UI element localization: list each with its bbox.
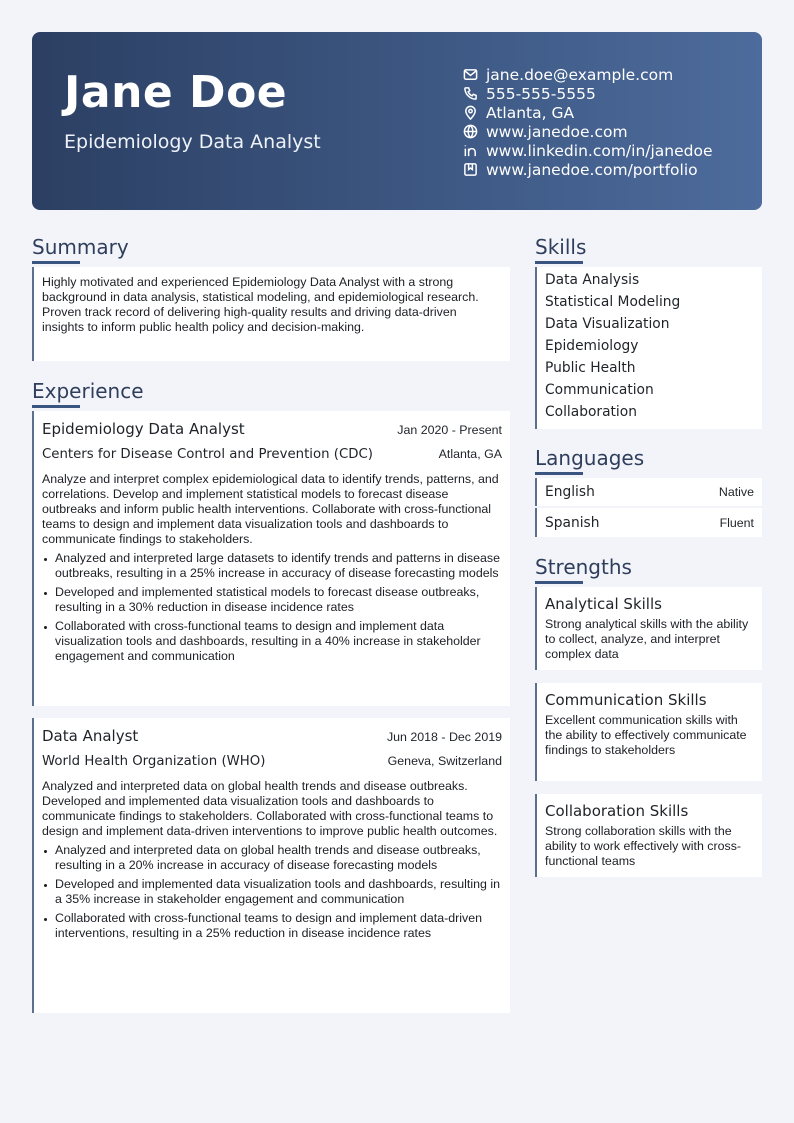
skill-item: Data Analysis — [545, 272, 640, 288]
achievement-item: Developed and implemented statistical models to forecast disease outbreaks, resulting in a 30% reduction in disease incidence rates — [55, 585, 502, 615]
experience-job-2 — [32, 718, 510, 1013]
language-row-spanish — [535, 508, 762, 537]
skill-item: Collaboration — [545, 404, 637, 420]
achievement-item: Analyzed and interpreted large datasets to identify trends and patterns in disease outbreaks, resulting in a 25% increase in accuracy of disease forecasting models — [55, 551, 502, 581]
contact-email-text: jane.doe@example.com — [486, 65, 674, 84]
strength-card-analytical — [535, 587, 762, 670]
strengths-heading — [535, 554, 632, 580]
job-dates: Jun 2018 - Dec 2019 — [386, 730, 502, 744]
contact-list — [460, 65, 713, 179]
language-level: Native — [718, 485, 754, 499]
job-location: Geneva, Switzerland — [387, 754, 502, 768]
language-name: English — [545, 484, 595, 500]
job-location: Atlanta, GA — [438, 447, 502, 461]
achievement-item: Developed and implemented data visualization tools and dashboards, resulting in a 35% increase in stakeholder engagement and communication — [55, 877, 502, 907]
location-icon — [460, 105, 480, 121]
job-achievements — [42, 843, 502, 941]
job-title: Data Analyst — [42, 727, 139, 745]
contact-portfolio-text: www.janedoe.com/portfolio — [486, 160, 698, 179]
contact-email[interactable] — [460, 65, 713, 84]
skill-item: Public Health — [545, 360, 636, 376]
strengths-heading-text: Strengths — [535, 555, 632, 579]
phone-icon — [460, 86, 480, 102]
resume-header — [32, 32, 762, 210]
contact-linkedin[interactable] — [460, 141, 713, 160]
skills-heading — [535, 234, 586, 260]
job-description: Analyze and interpret complex epidemiological data to identify trends, patterns, and correlations. Develop and implement statistical models to forecast disease outbreaks and inform public health interventions. Collaborate with cross-functional teams to design and implement data visualization tools and dashboards to communicate findings to stakeholders. — [42, 472, 499, 546]
languages-heading-underline — [535, 472, 583, 475]
strength-card-collaboration — [535, 794, 762, 877]
skills-heading-underline — [535, 261, 583, 264]
experience-heading-text: Experience — [32, 379, 144, 403]
skill-item: Data Visualization — [545, 316, 670, 332]
email-icon — [460, 67, 480, 83]
languages-heading-text: Languages — [535, 446, 645, 470]
language-name: Spanish — [545, 514, 600, 531]
job-organization: Centers for Disease Control and Prevention (CDC) — [42, 447, 373, 462]
job-organization: World Health Organization (WHO) — [42, 754, 266, 769]
achievement-item: Analyzed and interpreted data on global health trends and disease outbreaks, resulting in a 20% increase in accuracy of disease forecasting models — [55, 843, 502, 873]
contact-phone-text: 555-555-5555 — [486, 84, 596, 103]
strengths-heading-underline — [535, 581, 583, 584]
skill-item: Epidemiology — [545, 338, 639, 354]
portfolio-icon — [460, 162, 480, 178]
strength-title: Communication Skills — [545, 691, 707, 709]
contact-linkedin-text: www.linkedin.com/in/janedoe — [486, 141, 713, 160]
strength-description: Excellent communication skills with the ability to effectively communicate findings to stakeholders — [545, 713, 747, 757]
achievement-item: Collaborated with cross-functional teams to design and implement data visualization tools and dashboards, resulting in a 40% increase in stakeholder engagement and communication — [55, 619, 502, 664]
languages-heading — [535, 445, 644, 471]
achievement-item: Collaborated with cross-functional teams to design and implement data-driven interventions, resulting in a 25% reduction in disease incidence rates — [55, 911, 502, 941]
skill-item: Statistical Modeling — [545, 294, 681, 310]
contact-location — [460, 103, 713, 122]
language-level: Fluent — [719, 515, 754, 530]
skills-heading-text: Skills — [535, 235, 587, 259]
globe-icon — [460, 124, 480, 140]
language-row-english — [535, 478, 762, 506]
job-achievements — [42, 551, 502, 664]
job-title: Epidemiology Data Analyst — [42, 420, 245, 438]
strength-title: Collaboration Skills — [545, 802, 689, 820]
summary-heading — [32, 234, 129, 260]
job-dates: Jan 2020 - Present — [397, 423, 502, 437]
contact-portfolio[interactable] — [460, 160, 713, 179]
candidate-title: Epidemiology Data Analyst — [64, 131, 321, 153]
skills-card — [535, 267, 762, 429]
strength-title: Analytical Skills — [545, 595, 662, 613]
experience-job-1 — [32, 411, 510, 706]
strength-description: Strong analytical skills with the ability to collect, analyze, and interpret complex data — [545, 617, 749, 661]
summary-heading-text: Summary — [32, 235, 129, 259]
summary-text: Highly motivated and experienced Epidemiology Data Analyst with a strong background in data analysis, statistical modeling, and epidemiological research. Proven track record of delivering high-quality results and driving data-driven insights to inform public health policy and decision-making. — [42, 275, 479, 334]
experience-heading-underline — [32, 405, 80, 408]
strength-card-communication — [535, 683, 762, 781]
contact-phone[interactable] — [460, 84, 713, 103]
summary-card — [32, 267, 510, 361]
contact-website-text: www.janedoe.com — [486, 122, 628, 141]
contact-website[interactable] — [460, 122, 713, 141]
contact-location-text: Atlanta, GA — [486, 103, 575, 122]
experience-heading — [32, 378, 144, 404]
job-description: Analyzed and interpreted data on global health trends and disease outbreaks. Developed and implemented data visualization tools and dashboards to communicate findings to stakeholders. Collaborated with cross-functional teams to design and implement data-driven interventions to improve public health outcomes. — [42, 779, 498, 838]
summary-heading-underline — [32, 261, 80, 264]
linkedin-icon — [460, 143, 480, 159]
candidate-name: Jane Doe — [64, 67, 288, 118]
skill-item: Communication — [545, 382, 654, 398]
strength-description: Strong collaboration skills with the ability to work effectively with cross-functional teams — [545, 824, 742, 868]
